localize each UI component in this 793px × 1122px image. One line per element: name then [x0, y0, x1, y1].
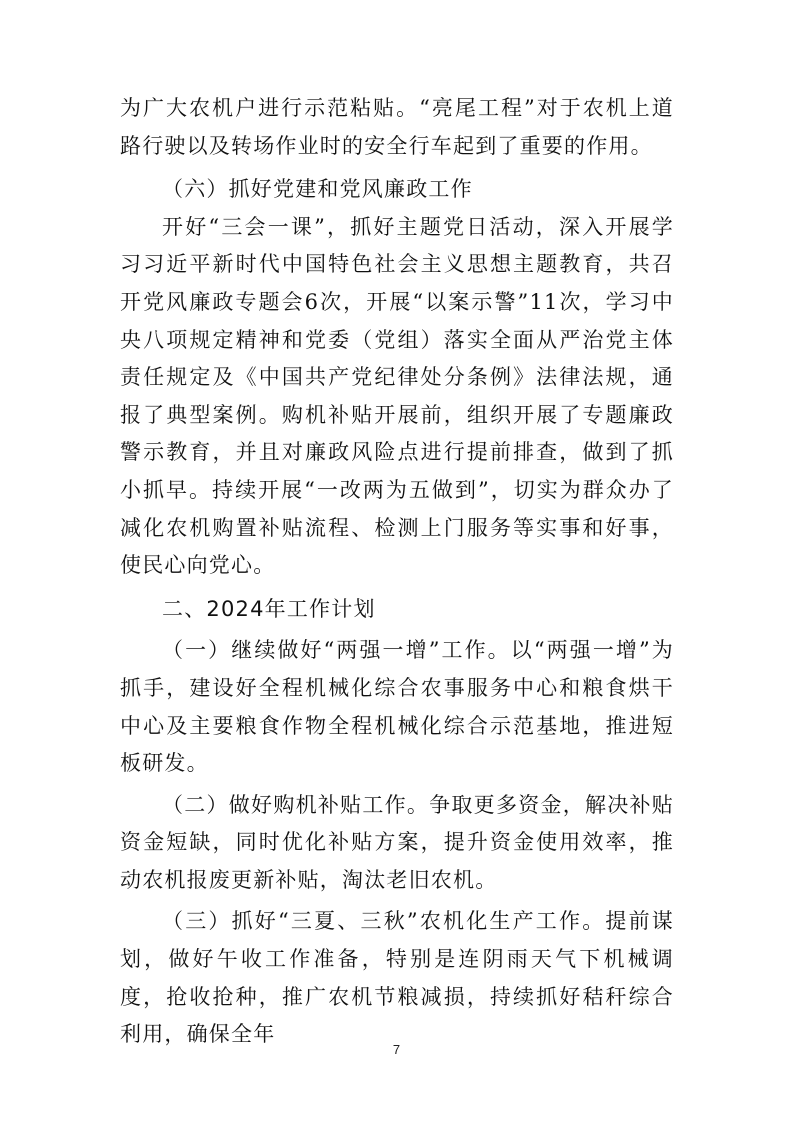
paragraph-continuation: 为广大农机户进行示范粘贴。“亮尾工程”对于农机上道路行驶以及转场作业时的安全行车起到了重要的作用。	[120, 96, 674, 158]
paragraph-party-building: 开好“三会一课”，抓好主题党日活动，深入开展学习习近平新时代中国特色社会主义思想主题教育，共召开党风廉政专题会6次，开展“以案示警”11次，学习中央八项规定精神和党委（党组）落实全面从严治党主体责任规定及《中国共产党纪律处分条例》法律法规，通报了典型案例。购机补贴开展前，组织开展了专题廉政警示教育，并且对廉政风险点进行提前排查，做到了抓小抓早。持续开展“一改两为五做到”，切实为群众办了减化农机购置补贴流程、检测上门服务等实事和好事，使民心向党心。	[120, 214, 674, 578]
page-number: 7	[392, 1042, 401, 1057]
section-heading-2024-plan: 二、2024年工作计划	[162, 596, 376, 621]
paragraph-plan-item-3: （三）抓好“三夏、三秋”农机化生产工作。提前谋划，做好午收工作准备，特别是连阴雨天气下机械调度，抢收抢种，推广农机节粮减损，持续抓好秸秆综合利用，确保全年	[120, 909, 674, 1047]
document-body	[120, 90, 674, 1054]
section-heading-party-building: （六）抓好党建和党风廉政工作	[162, 177, 473, 202]
paragraph-plan-item-2: （二）做好购机补贴工作。争取更多资金，解决补贴资金短缺，同时优化补贴方案，提升资金使用效率，推动农机报废更新补贴，淘汰老旧农机。	[120, 792, 674, 892]
paragraph-plan-item-1: （一）继续做好“两强一增”工作。以“两强一增”为抓手，建设好全程机械化综合农事服务中心和粮食烘干中心及主要粮食作物全程机械化综合示范基地，推进短板研发。	[120, 638, 674, 776]
